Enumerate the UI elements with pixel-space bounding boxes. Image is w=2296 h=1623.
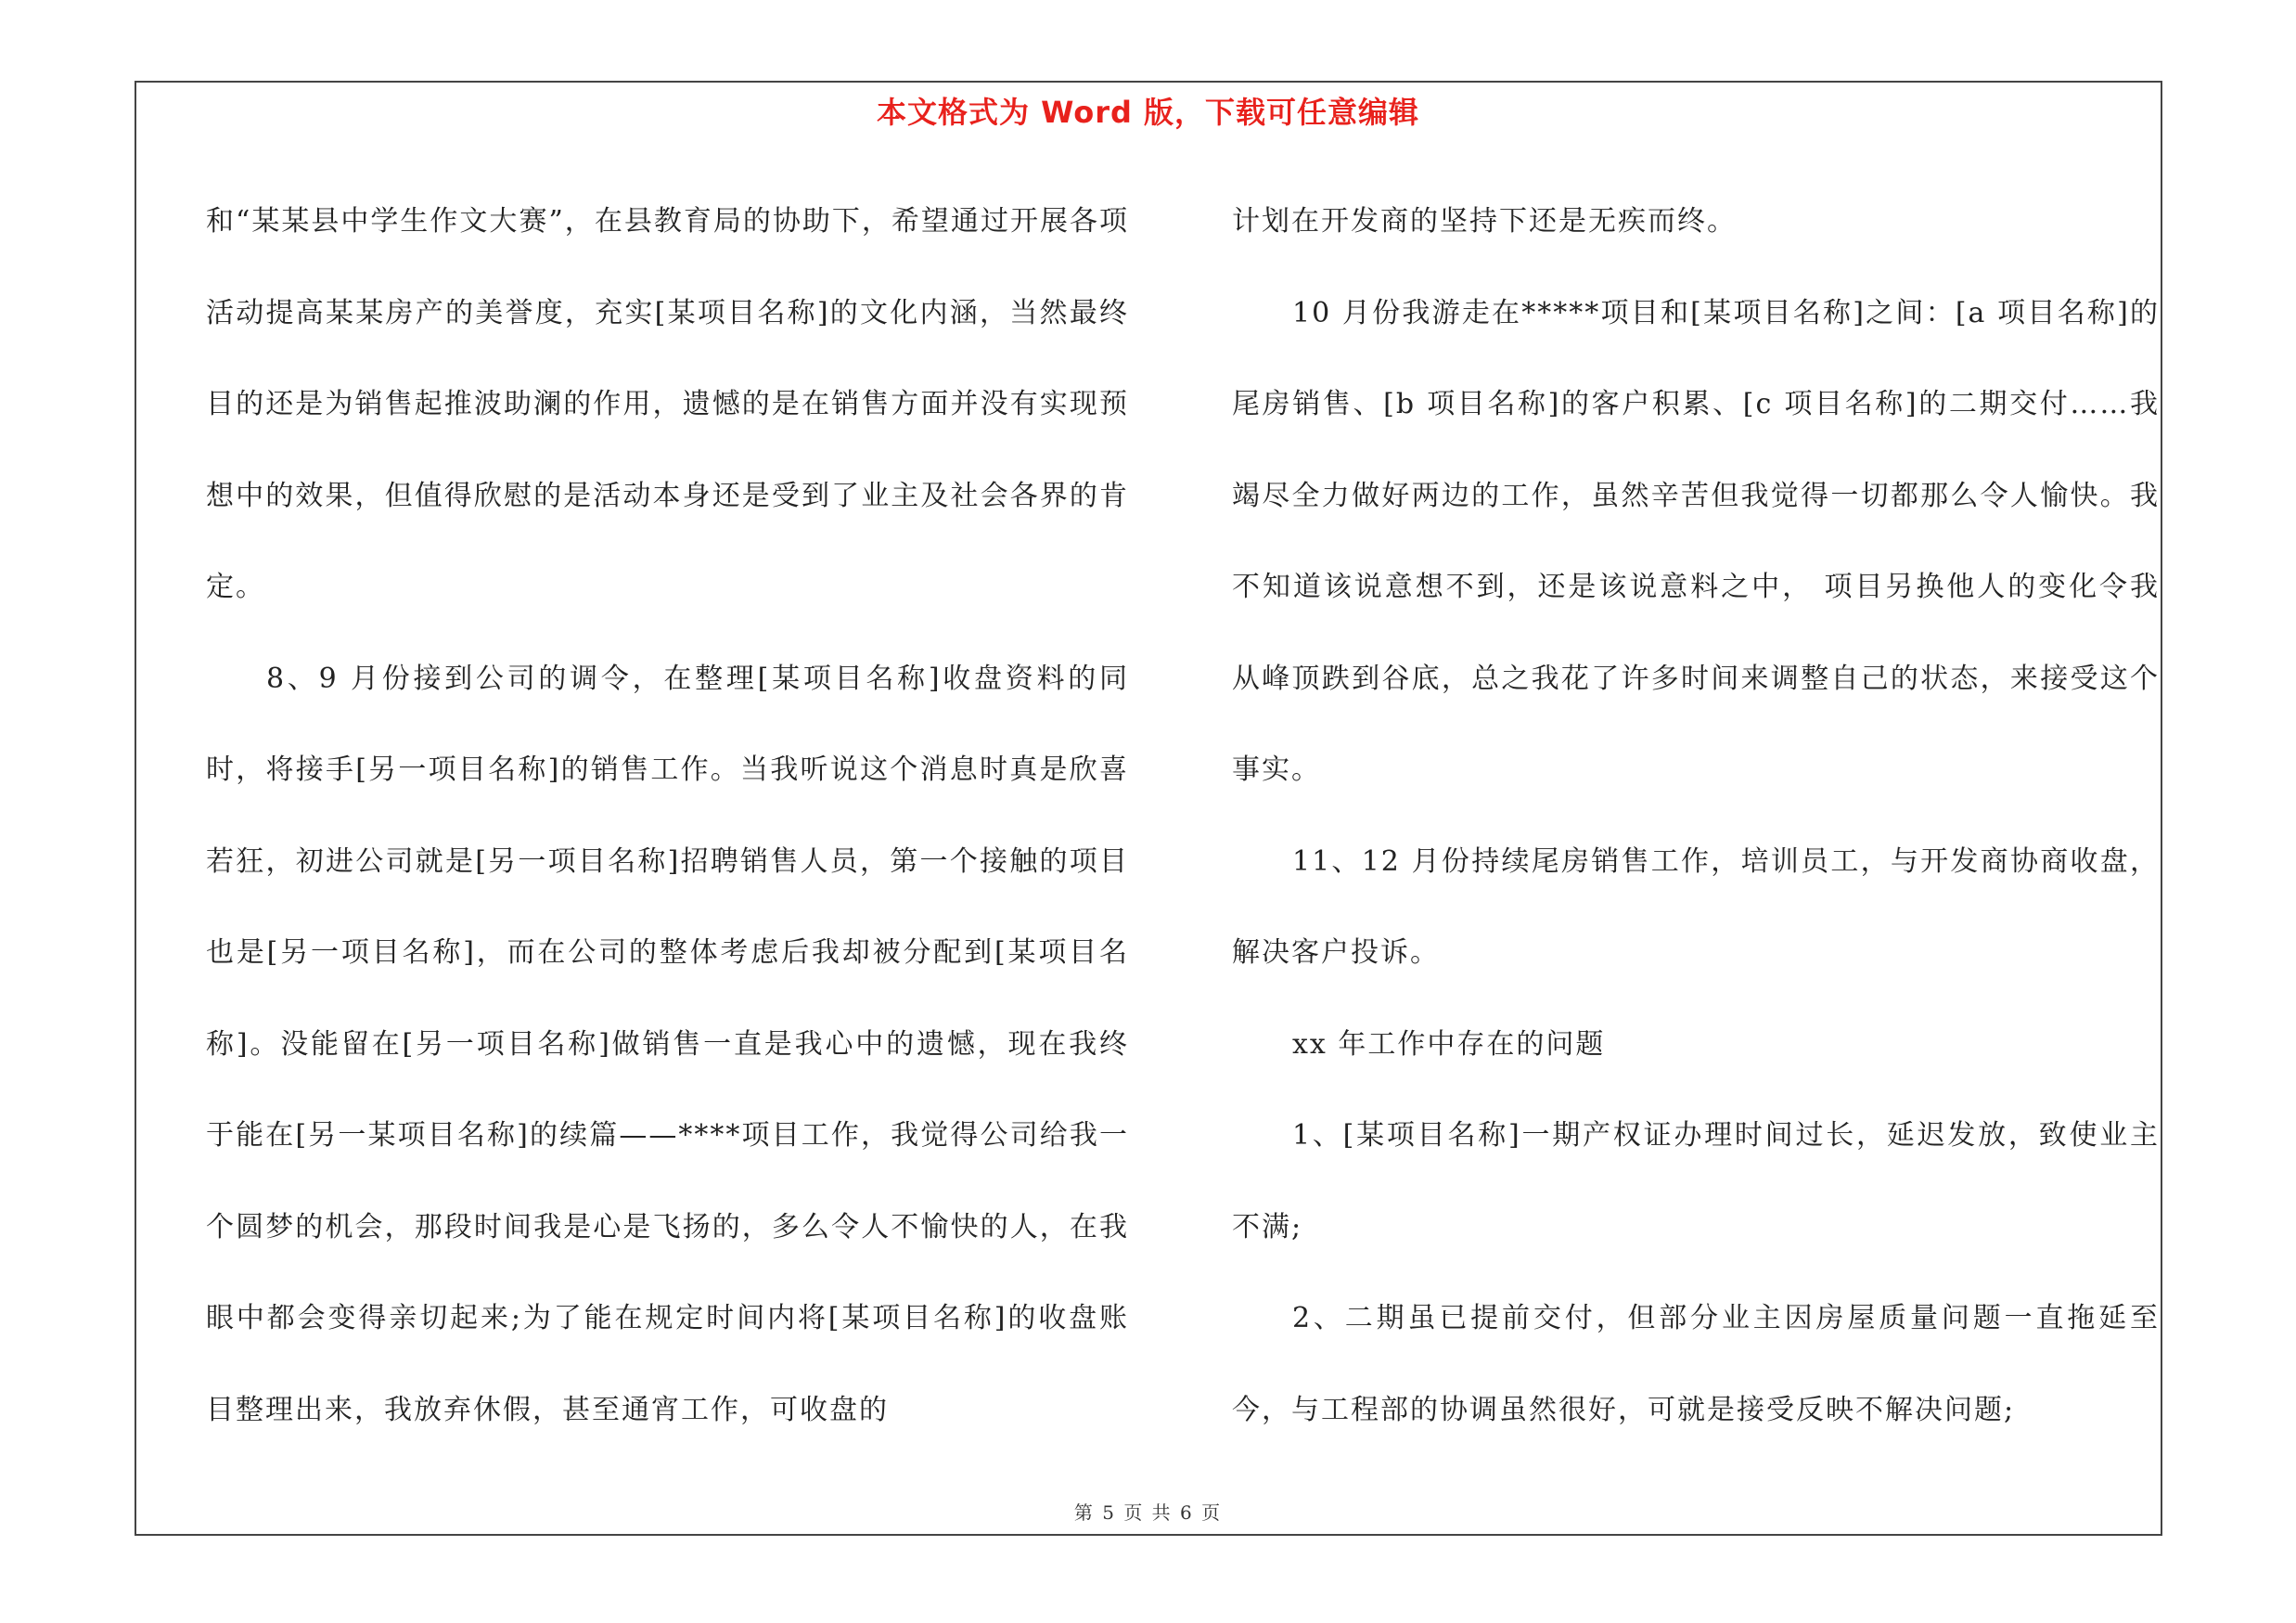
- word-format-notice: 本文格式为 Word 版，下载可任意编辑: [876, 95, 1420, 130]
- paragraph: 1、[某项目名称]一期产权证办理时间过长，延迟发放，致使业主不满;: [1232, 1119, 2160, 1243]
- right-column: [1232, 176, 2160, 1456]
- paragraph: 计划在开发商的坚持下还是无疾而终。: [1232, 205, 1737, 238]
- paragraph: 8、9 月份接到公司的调令，在整理[某项目名称]收盘资料的同时，将接手[另一项目名称]的销售工作。当我听说这个消息时真是欣喜若狂，初进公司就是[另一项目名称]招聘销售人员，第一个接触的项目也是[另一项目名称]，而在公司的整体考虑后我却被分配到[某项目名称]。没能留在[另一项目名称]做销售一直是我心中的遗憾，现在我终于能在[另一某项目名称]的续篇——****项目工作，我觉得公司给我一个圆梦的机会，那段时间我是心是飞扬的，多么令人不愉快的人，在我眼中都会变得亲切起来;为了能在规定时间内将[某项目名称]的收盘账目整理出来，我放弃休假，甚至通宵工作，可收盘的: [206, 662, 1129, 1426]
- page-number: 第 5 页 共 6 页: [1073, 1501, 1223, 1524]
- paragraph: 11、12 月份持续尾房销售工作，培训员工，与开发商协商收盘，解决客户投诉。: [1232, 844, 2160, 969]
- section-heading: xx 年工作中存在的问题: [1292, 1027, 1606, 1061]
- left-column: [206, 176, 1129, 1456]
- paragraph: 和“某某县中学生作文大赛”，在县教育局的协助下，希望通过开展各项活动提高某某房产的美誉度，充实[某项目名称]的文化内涵，当然最终目的还是为销售起推波助澜的作用，遗憾的是在销售方面并没有实现预想中的效果，但值得欣慰的是活动本身还是受到了业主及社会各界的肯定。: [206, 205, 1129, 603]
- paragraph: 10 月份我游走在*****项目和[某项目名称]之间：[a 项目名称]的尾房销售、[b 项目名称]的客户积累、[c 项目名称]的二期交付……我竭尽全力做好两边的工作，虽然辛苦但我觉得一切都那么令人愉快。我不知道该说意想不到，还是该说意料之中， 项目另换他人的变化令我从峰顶跌到谷底，总之我花了许多时间来调整自己的状态，来接受这个事实。: [1232, 296, 2160, 786]
- paragraph: 2、二期虽已提前交付，但部分业主因房屋质量问题一直拖延至今，与工程部的协调虽然很好，可就是接受反映不解决问题;: [1232, 1302, 2160, 1426]
